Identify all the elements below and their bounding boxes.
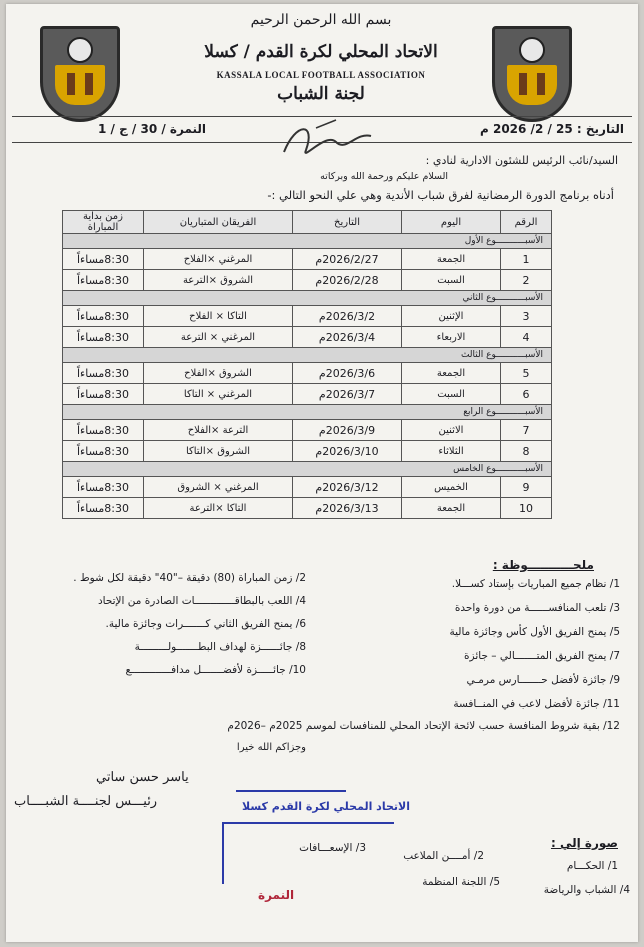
match-day: الجمعة: [402, 249, 501, 270]
match-teams: المرغني × الترعة: [144, 327, 293, 348]
col-time-header: زمن بداية المباراة: [63, 211, 144, 234]
match-date: 2026/3/13م: [293, 498, 402, 519]
col-teams-header: الفريقان المتباريان: [144, 211, 293, 234]
match-teams: الشروق ×التاكا: [144, 441, 293, 462]
match-number: 6: [501, 384, 552, 405]
note-item: 7/ يمنح الفريق المتـــــــالي – جائزة: [464, 650, 620, 662]
match-date: 2026/3/2م: [293, 306, 402, 327]
table-row: [63, 384, 552, 405]
match-day: السبت: [402, 384, 501, 405]
stamp-text: الاتحاد المحلي لكرة القدم كسلا: [242, 800, 410, 813]
note-item: 5/ يمنح الفريق الأول كأس وجائزة مالية: [449, 626, 620, 638]
note-item: 6/ يمنح الفريق الثاني كـــــــرات وجائزة مالية.: [105, 618, 306, 630]
week-label: الأسبـــــــــــوع الثالث: [63, 348, 552, 363]
table-row: [63, 270, 552, 291]
note-item: 10/ جائـــــزة لأفضـــــــل مدافـــــــــــــع: [125, 664, 306, 676]
copy-recipient: 5/ اللجنة المنظمة: [422, 876, 500, 888]
match-teams: التاكا ×الترعة: [144, 498, 293, 519]
reference-number: النمرة / 30 / ج / 1: [98, 122, 207, 136]
table-row: [63, 327, 552, 348]
match-number: 4: [501, 327, 552, 348]
org-name-arabic: الاتحاد المحلي لكرة القدم / كسلا: [204, 42, 438, 62]
closing-line: وجزاكم الله خيرا: [236, 742, 306, 753]
match-time: 8:30مساءاً: [63, 306, 144, 327]
copy-recipient: 2/ أمــــن الملاعب: [403, 850, 484, 862]
copy-recipient: 4/ الشباب والرياضة: [543, 884, 630, 896]
match-number: 10: [501, 498, 552, 519]
match-date: 2026/3/6م: [293, 363, 402, 384]
basmala: بسم الله الرحمن الرحيم: [250, 12, 392, 28]
note-item: 9/ جائزة لأفضل حـــــــارس مرمـي: [466, 674, 620, 686]
copy-recipient: 3/ الإسعـــافات: [299, 842, 366, 854]
week-row: [63, 234, 552, 249]
association-logo-left: [40, 26, 120, 122]
fixtures-table: [62, 210, 552, 519]
match-date: 2026/3/10م: [293, 441, 402, 462]
week-row: [63, 291, 552, 306]
table-row: [63, 441, 552, 462]
match-number: 7: [501, 420, 552, 441]
match-time: 8:30مساءاً: [63, 270, 144, 291]
letter-date: التاريخ : 25 / 2/ 2026 م: [479, 122, 624, 136]
match-number: 1: [501, 249, 552, 270]
week-label: الأسبـــــــــــوع الثاني: [63, 291, 552, 306]
match-date: 2026/3/4م: [293, 327, 402, 348]
note-item-last: 12/ بقية شروط المنافسة حسب لائحة الإتحاد المحلي للمنافسات لموسم 2025م –2026م: [227, 720, 620, 732]
match-day: الجمعة: [402, 363, 501, 384]
note-item: 2/ زمن المباراة (80) دقيقة –"40" دقيقة لكل شوط .: [73, 572, 306, 584]
addressee-line: السيد/نائب الرئيس للشئون الادارية لنادي :: [425, 154, 618, 167]
match-date: 2026/2/28م: [293, 270, 402, 291]
col-day-header: اليوم: [402, 211, 501, 234]
match-time: 8:30مساءاً: [63, 441, 144, 462]
org-name-english: KASSALA LOCAL FOOTBALL ASSOCIATION: [216, 70, 426, 80]
table-row: [63, 498, 552, 519]
match-day: الإثنين: [402, 306, 501, 327]
match-time: 8:30مساءاً: [63, 249, 144, 270]
match-time: 8:30مساءاً: [63, 420, 144, 441]
match-date: 2026/3/9م: [293, 420, 402, 441]
match-time: 8:30مساءاً: [63, 498, 144, 519]
table-row: [63, 420, 552, 441]
stamp-stroke: [222, 822, 394, 824]
match-time: 8:30مساءاً: [63, 363, 144, 384]
note-item: 8/ جائــــــزة لهداف البطـــــــولـــــــــة: [134, 641, 306, 653]
handwritten-signature-mark: [276, 112, 386, 168]
stamp-stroke: [222, 822, 224, 884]
copy-recipient: 1/ الحكـــام: [566, 860, 618, 872]
note-item: 3/ تلعب المنافســــــة من دورة واحدة: [454, 602, 620, 614]
week-label: الأسبـــــــــــوع الأول: [63, 234, 552, 249]
document-page: [6, 4, 638, 942]
week-label: الأسبـــــــــــوع الخامس: [63, 462, 552, 477]
greeting-line: السلام عليكم ورحمة الله وبركاته: [320, 171, 448, 182]
match-day: الخميس: [402, 477, 501, 498]
match-teams: الشروق ×الفلاح: [144, 363, 293, 384]
match-teams: التاكا × الفلاح: [144, 306, 293, 327]
match-number: 3: [501, 306, 552, 327]
match-teams: الشروق ×الترعة: [144, 270, 293, 291]
signatory-title: رئيـــس لجنــــة الشبــــاب: [14, 794, 158, 809]
association-logo-right: [492, 26, 572, 122]
match-number: 8: [501, 441, 552, 462]
copies-title: صورة إلي :: [550, 836, 618, 850]
match-day: الاربعاء: [402, 327, 501, 348]
notes-title: ملحـــــــــــوظة :: [492, 558, 594, 572]
table-header-row: [63, 211, 552, 234]
col-number-header: الرقم: [501, 211, 552, 234]
week-label: الأسبـــــــــــوع الرابع: [63, 405, 552, 420]
match-day: الثلاثاء: [402, 441, 501, 462]
stamp-label: النمرة: [258, 888, 295, 902]
match-teams: المرغني × التاكا: [144, 384, 293, 405]
match-day: الجمعة: [402, 498, 501, 519]
match-day: السبت: [402, 270, 501, 291]
intro-line: أدناه برنامج الدورة الرمضانية لفرق شباب الأندية وهي علي النحو التالي :-: [267, 188, 614, 202]
stamp-stroke: [236, 790, 346, 792]
note-item: 1/ نظام جميع المباريات بإستاد كســـلا.: [451, 578, 620, 590]
table-row: [63, 306, 552, 327]
match-day: الاثنين: [402, 420, 501, 441]
table-row: [63, 477, 552, 498]
match-time: 8:30مساءاً: [63, 327, 144, 348]
note-item: 11/ جائزة لأفضل لاعب في المنــافسة: [453, 698, 620, 710]
week-row: [63, 462, 552, 477]
match-time: 8:30مساءاً: [63, 477, 144, 498]
match-date: 2026/3/12م: [293, 477, 402, 498]
match-teams: المرغني × الشروق: [144, 477, 293, 498]
match-number: 9: [501, 477, 552, 498]
table-row: [63, 249, 552, 270]
note-item: 4/ اللعب بالبطاقـــــــــــــات الصادرة من الإتحاد: [97, 595, 306, 607]
week-row: [63, 405, 552, 420]
match-date: 2026/3/7م: [293, 384, 402, 405]
match-number: 5: [501, 363, 552, 384]
committee-name: لجنة الشباب: [277, 84, 365, 104]
match-teams: المرغني ×الفلاح: [144, 249, 293, 270]
signatory-name: ياسر حسن ساتي: [96, 770, 189, 785]
match-number: 2: [501, 270, 552, 291]
table-row: [63, 363, 552, 384]
match-date: 2026/2/27م: [293, 249, 402, 270]
week-row: [63, 348, 552, 363]
match-time: 8:30مساءاً: [63, 384, 144, 405]
match-teams: الترعة ×الفلاح: [144, 420, 293, 441]
col-date-header: التاريخ: [293, 211, 402, 234]
